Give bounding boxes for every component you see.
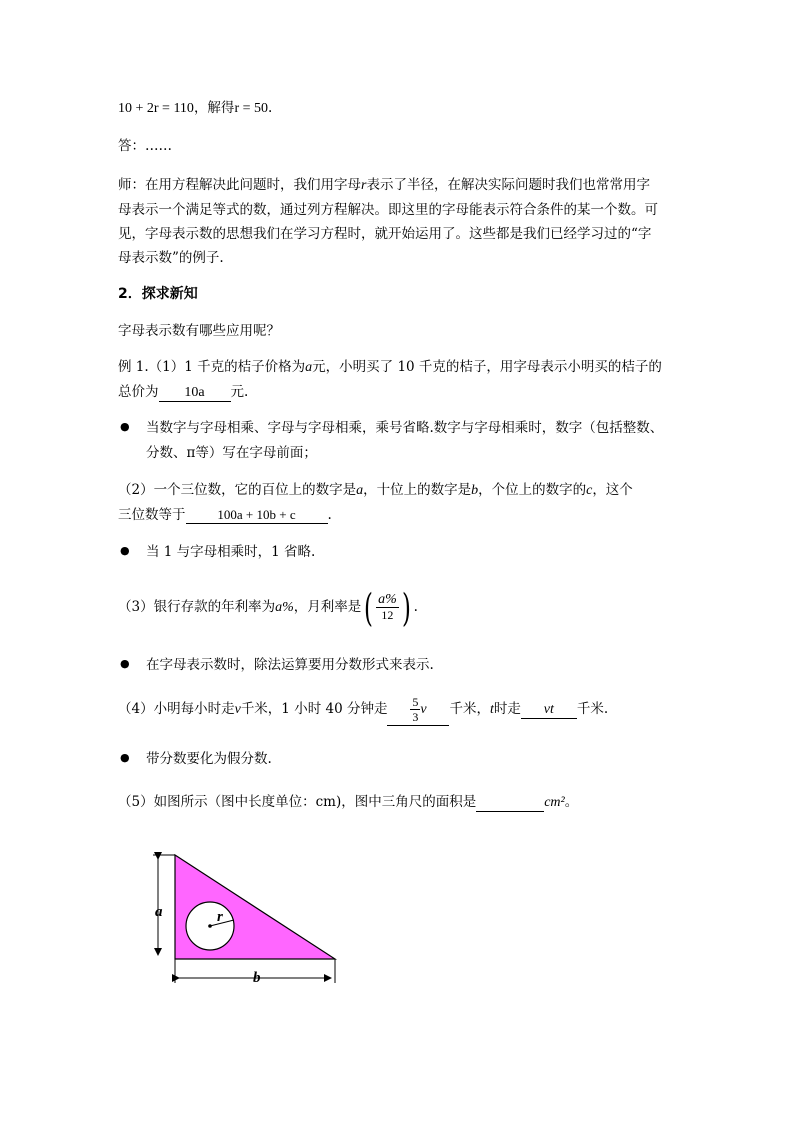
example-2-line-2 bbox=[118, 505, 332, 525]
ex4-answer-blank-2: vt bbox=[521, 701, 577, 719]
bullet-3: 在字母表示数时，除法运算要用分数形式来表示. bbox=[146, 657, 434, 673]
example-3-line bbox=[118, 587, 418, 628]
equation: 10 + 2r = 110 bbox=[118, 101, 194, 116]
bullet-1-line-2: 分数、π等）写在字母前面； bbox=[146, 445, 317, 461]
ex1-text: 元，小明买了 10 千克的桔子，用字母表示小明买的桔子的 bbox=[312, 359, 662, 375]
bullet-2: 当 1 与字母相乘时，1 省略. bbox=[146, 544, 316, 560]
equation-result: r = 50 bbox=[234, 101, 268, 116]
ex5-text: （5）如图所示（图中长度单位：cm)，图中三角尺的面积是 bbox=[118, 794, 477, 810]
teacher-line-3: 见，字母表示数的思想我们在学习方程时，就开始运用了。这些都是我们已经学习过的“字 bbox=[118, 226, 652, 242]
equation-end: . bbox=[268, 100, 273, 116]
section-title: 2．探求新知 bbox=[118, 286, 198, 302]
unit-cm2: cm² bbox=[544, 795, 565, 810]
var-v: v bbox=[420, 702, 427, 717]
label-b: b bbox=[253, 970, 261, 986]
bullet-dot: ● bbox=[120, 657, 130, 670]
var-t: t bbox=[489, 702, 494, 717]
ex1-text: 例 1.（1）1 千克的桔子价格为 bbox=[118, 359, 306, 375]
bullet-dot: ● bbox=[120, 544, 130, 557]
teacher-line-4: 母表示数”的例子. bbox=[118, 250, 224, 266]
teacher-text: 师：在用方程解决此问题时，我们用字母 bbox=[118, 177, 361, 193]
example-2-line-1 bbox=[118, 480, 633, 501]
example-1-line-1 bbox=[118, 357, 662, 378]
ex4-text: 千米， bbox=[449, 701, 490, 717]
var-v: v bbox=[234, 702, 241, 717]
teacher-line-2: 母表示一个满足等式的数，通过列方程解决。即这里的字母能表示符合条件的某一个数。可 bbox=[118, 202, 658, 218]
ex4-text: 千米. bbox=[576, 701, 609, 717]
five-thirds-fraction bbox=[410, 695, 420, 724]
fraction-denominator: 12 bbox=[381, 608, 394, 622]
ex4-answer-blank-1 bbox=[387, 694, 449, 726]
left-paren: ( bbox=[364, 585, 374, 630]
var-b: b bbox=[471, 483, 479, 498]
var-a: a bbox=[356, 483, 364, 498]
ex2-text: ，十位上的数字是 bbox=[363, 482, 472, 498]
label-r: r bbox=[217, 909, 223, 925]
ex5-answer-blank bbox=[476, 794, 544, 812]
var-c: c bbox=[586, 483, 593, 498]
bullet-dot: ● bbox=[120, 751, 130, 764]
ex2-text: （2）一个三位数，它的百位上的数字是 bbox=[118, 482, 357, 498]
bullet-1-line-1: 当数字与字母相乘、字母与字母相乘，乘号省略.数字与字母相乘时，数字（包括整数、 bbox=[146, 420, 664, 436]
bullet-4: 带分数要化为假分数. bbox=[146, 751, 272, 767]
ex1-text: 总价为 bbox=[118, 384, 159, 400]
ex2-text: 三位数等于 bbox=[118, 507, 186, 523]
label-a: a bbox=[155, 904, 163, 920]
example-4-line bbox=[118, 692, 608, 727]
ex4-text: 千米，1 小时 40 分钟走 bbox=[240, 701, 388, 717]
teacher-text: 表示了半径，在解决实际问题时我们也常常用字 bbox=[366, 177, 650, 193]
fraction-denominator: 3 bbox=[412, 710, 419, 724]
right-paren: ) bbox=[401, 585, 411, 630]
teacher-line-1 bbox=[118, 175, 650, 196]
triangle-ruler-figure bbox=[148, 848, 348, 988]
ex1-answer-blank: 10a bbox=[159, 384, 231, 402]
example-1-line-2 bbox=[118, 382, 248, 402]
fraction-numerator: 5 bbox=[412, 695, 419, 709]
ex2-text: ，个位上的数字的 bbox=[478, 482, 587, 498]
ex2-answer-blank: 100a + 10b + c bbox=[186, 506, 328, 524]
annual-rate: a% bbox=[275, 600, 294, 615]
ex4-text: 时走 bbox=[493, 701, 521, 717]
ex4-text: （4）小明每小时走 bbox=[118, 701, 235, 717]
var-r: r bbox=[361, 178, 367, 193]
ex1-text: 元. bbox=[230, 384, 249, 400]
question-line: 字母表示数有哪些应用呢？ bbox=[118, 323, 280, 339]
example-5-line bbox=[118, 792, 578, 813]
fraction-numerator: a% bbox=[378, 592, 397, 607]
ex3-text: . bbox=[413, 599, 418, 615]
ex2-text: . bbox=[327, 507, 332, 523]
equation-sep: ，解得 bbox=[193, 100, 235, 116]
ex2-text: ，这个 bbox=[592, 482, 633, 498]
equation-line bbox=[118, 98, 272, 119]
ex5-text: 。 bbox=[564, 794, 579, 810]
ex3-text: （3）银行存款的年利率为 bbox=[118, 599, 276, 615]
ex3-text: ，月利率是 bbox=[293, 599, 362, 615]
answer-line: 答：…… bbox=[118, 138, 172, 154]
bullet-dot: ● bbox=[120, 420, 130, 433]
monthly-rate-fraction bbox=[376, 593, 399, 622]
var-a: a bbox=[305, 360, 313, 375]
